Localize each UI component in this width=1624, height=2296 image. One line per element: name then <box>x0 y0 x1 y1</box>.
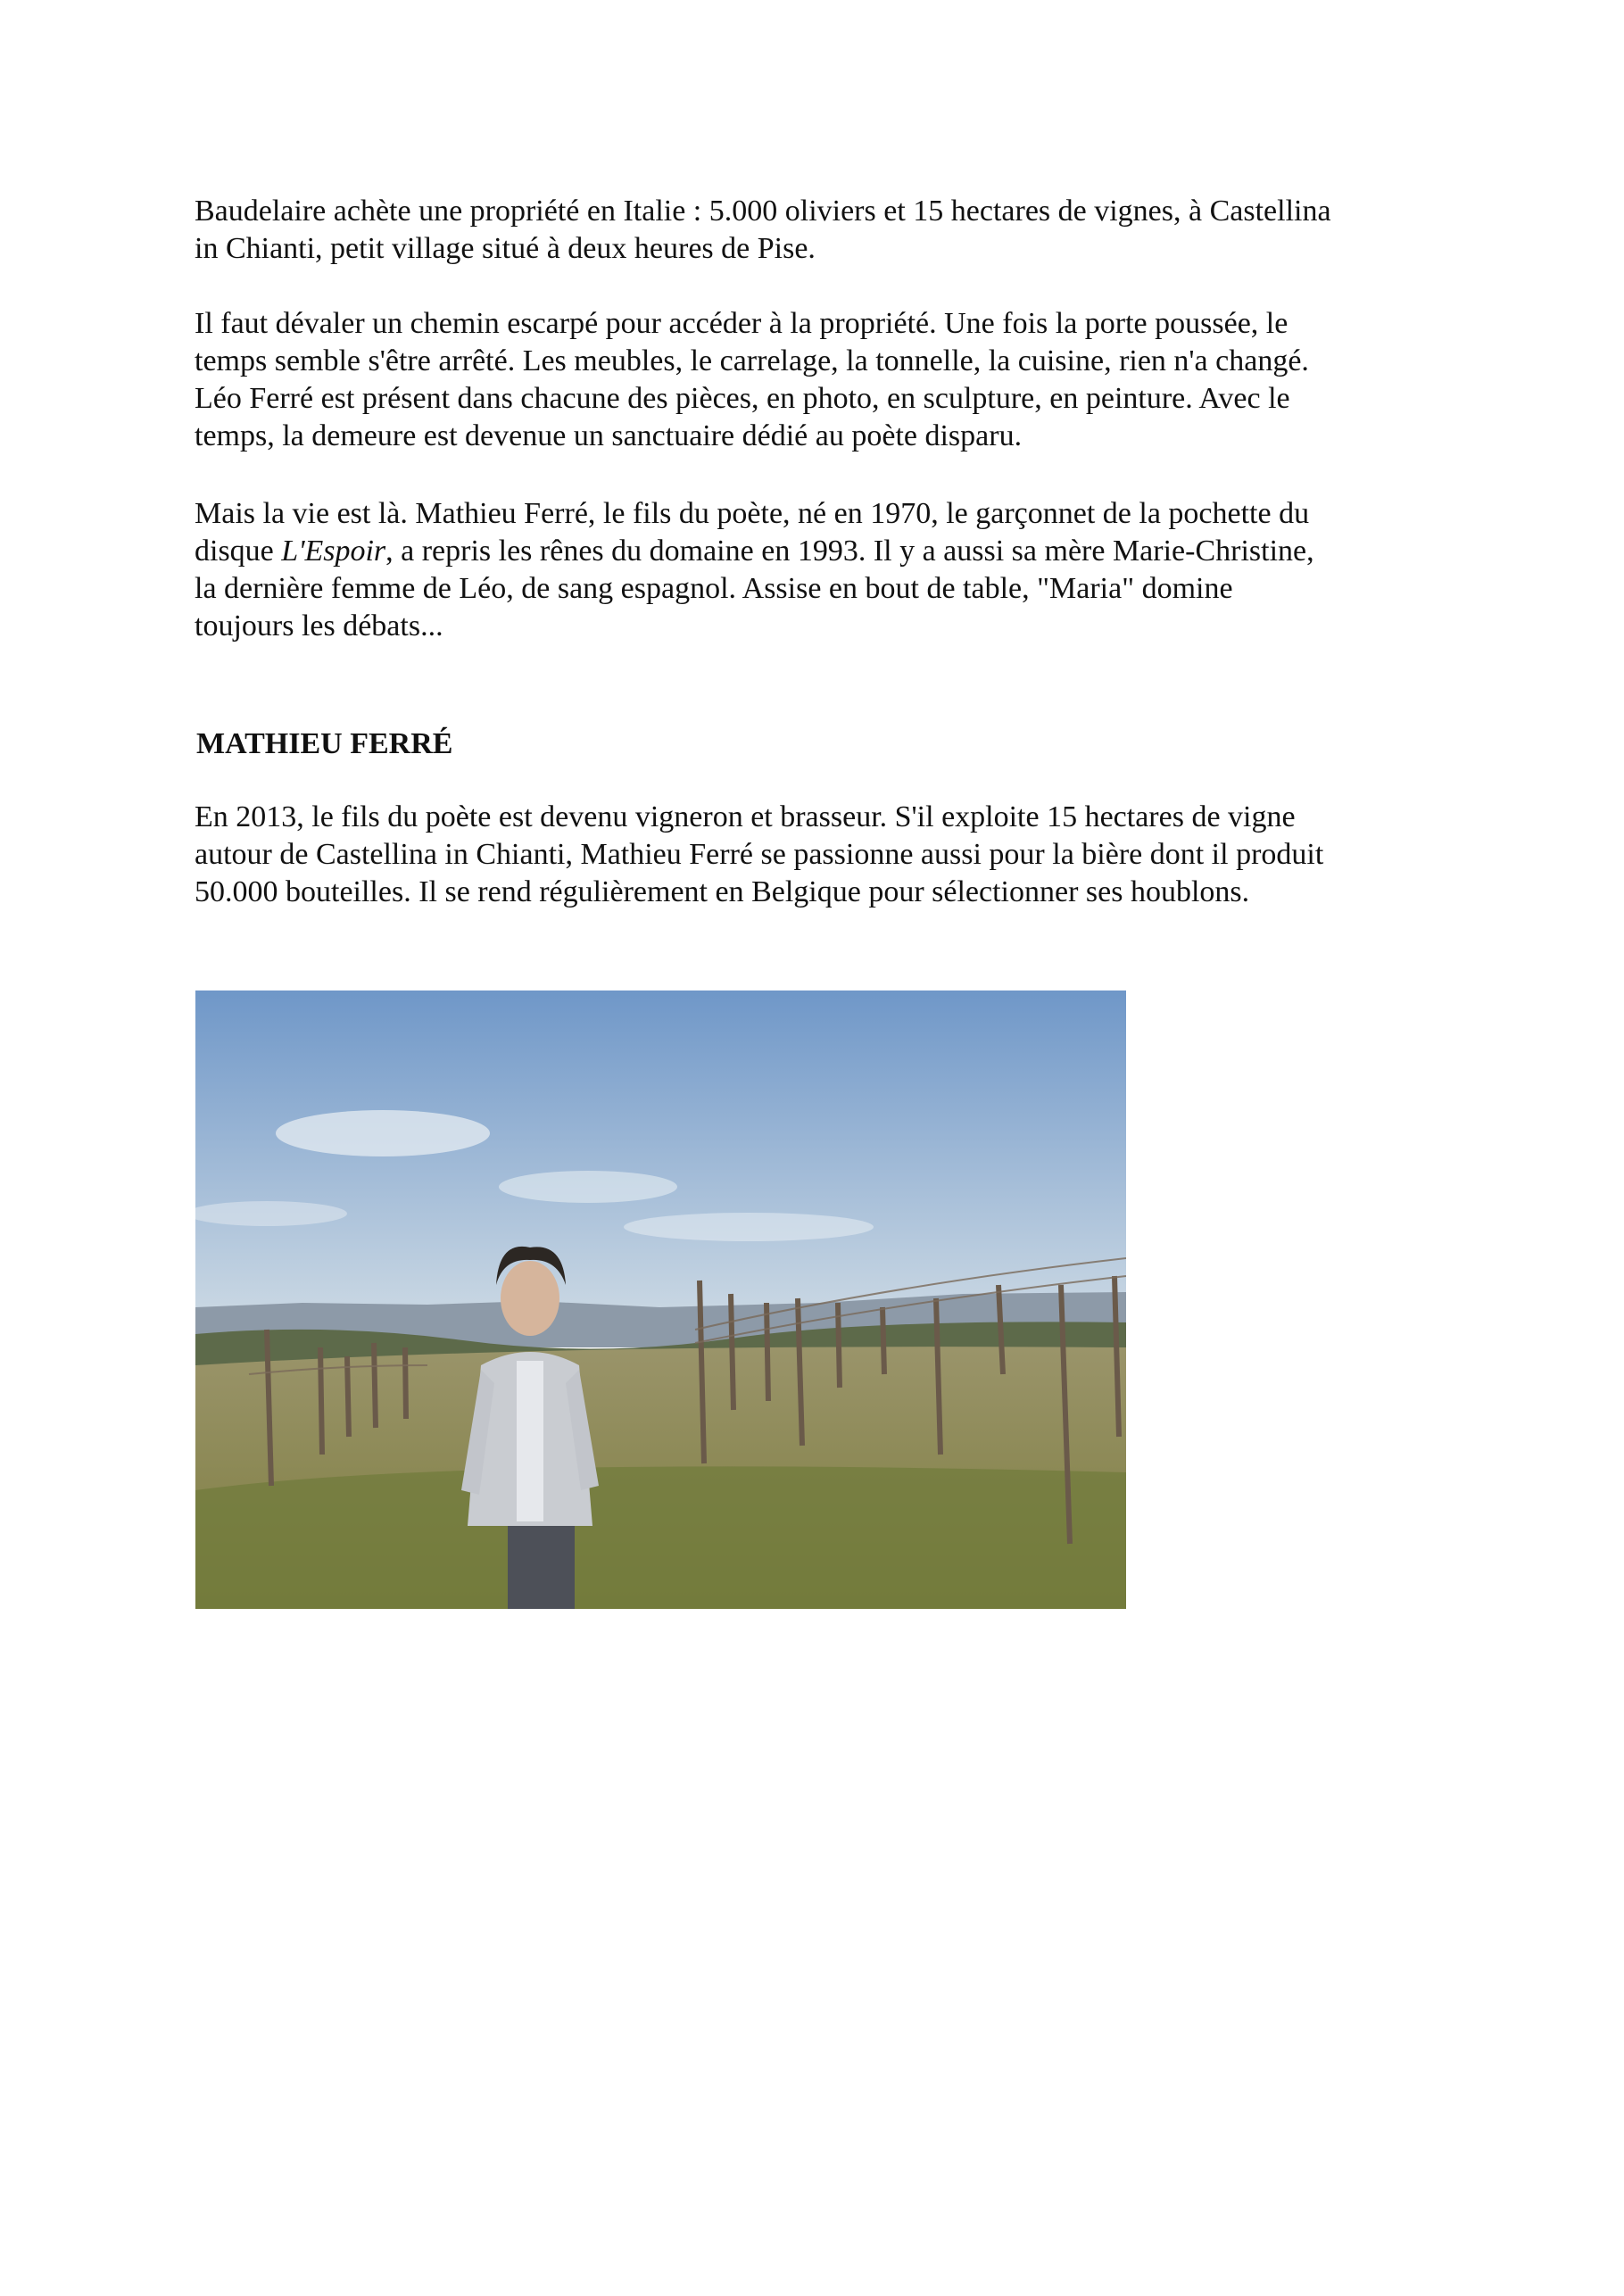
cloud <box>624 1213 874 1241</box>
text-line: temps, la demeure est devenue un sanctuaire dédié au poète disparu. <box>195 419 1023 452</box>
text-line: Baudelaire achète une propriété en Italie : 5.000 oliviers et 15 hectares de vignes, à Castellina <box>195 195 1331 228</box>
text-line: toujours les débats... <box>195 609 443 642</box>
text-fragment: , a repris les rênes du domaine en 1993. Il y a aussi sa mère Marie-Christine, <box>385 535 1314 568</box>
text-line: Léo Ferré est présent dans chacune des pièces, en photo, en sculpture, en peinture. Avec le <box>195 382 1290 415</box>
paragraph-property-description <box>195 305 1462 455</box>
shirt <box>517 1361 543 1521</box>
text-line: temps semble s'être arrêté. Les meubles, le carrelage, la tonnelle, la cuisine, rien n'a changé. <box>195 344 1309 377</box>
text-line: in Chianti, petit village situé à deux heures de Pise. <box>195 232 816 265</box>
text-line <box>195 533 1462 570</box>
grass-foreground <box>195 1466 1126 1609</box>
text-line: 50.000 bouteilles. Il se rend régulièrement en Belgique pour sélectionner ses houblons. <box>195 875 1250 908</box>
text-line: Mais la vie est là. Mathieu Ferré, le fils du poète, né en 1970, le garçonnet de la pochette du <box>195 497 1310 530</box>
text-line: Il faut dévaler un chemin escarpé pour accéder à la propriété. Une fois la porte poussée, le <box>195 307 1288 340</box>
vineyard-portrait-photo <box>195 991 1126 1609</box>
text-line: la dernière femme de Léo, de sang espagnol. Assise en bout de table, "Maria" domine <box>195 572 1233 605</box>
cloud <box>276 1110 490 1156</box>
section-heading: MATHIEU FERRÉ <box>196 727 453 760</box>
face <box>501 1261 559 1336</box>
text-line: En 2013, le fils du poète est devenu vigneron et brasseur. S'il exploite 15 hectares de vigne <box>195 800 1296 833</box>
paragraph-winemaker <box>195 799 1462 911</box>
album-title: L'Espoir <box>281 535 386 568</box>
cloud <box>499 1171 677 1203</box>
text-line: autour de Castellina in Chianti, Mathieu Ferré se passionne aussi pour la bière dont il produit <box>195 838 1324 871</box>
text-fragment: disque <box>195 535 282 568</box>
paragraph-property-purchase <box>195 193 1462 268</box>
paragraph-family <box>195 495 1462 645</box>
